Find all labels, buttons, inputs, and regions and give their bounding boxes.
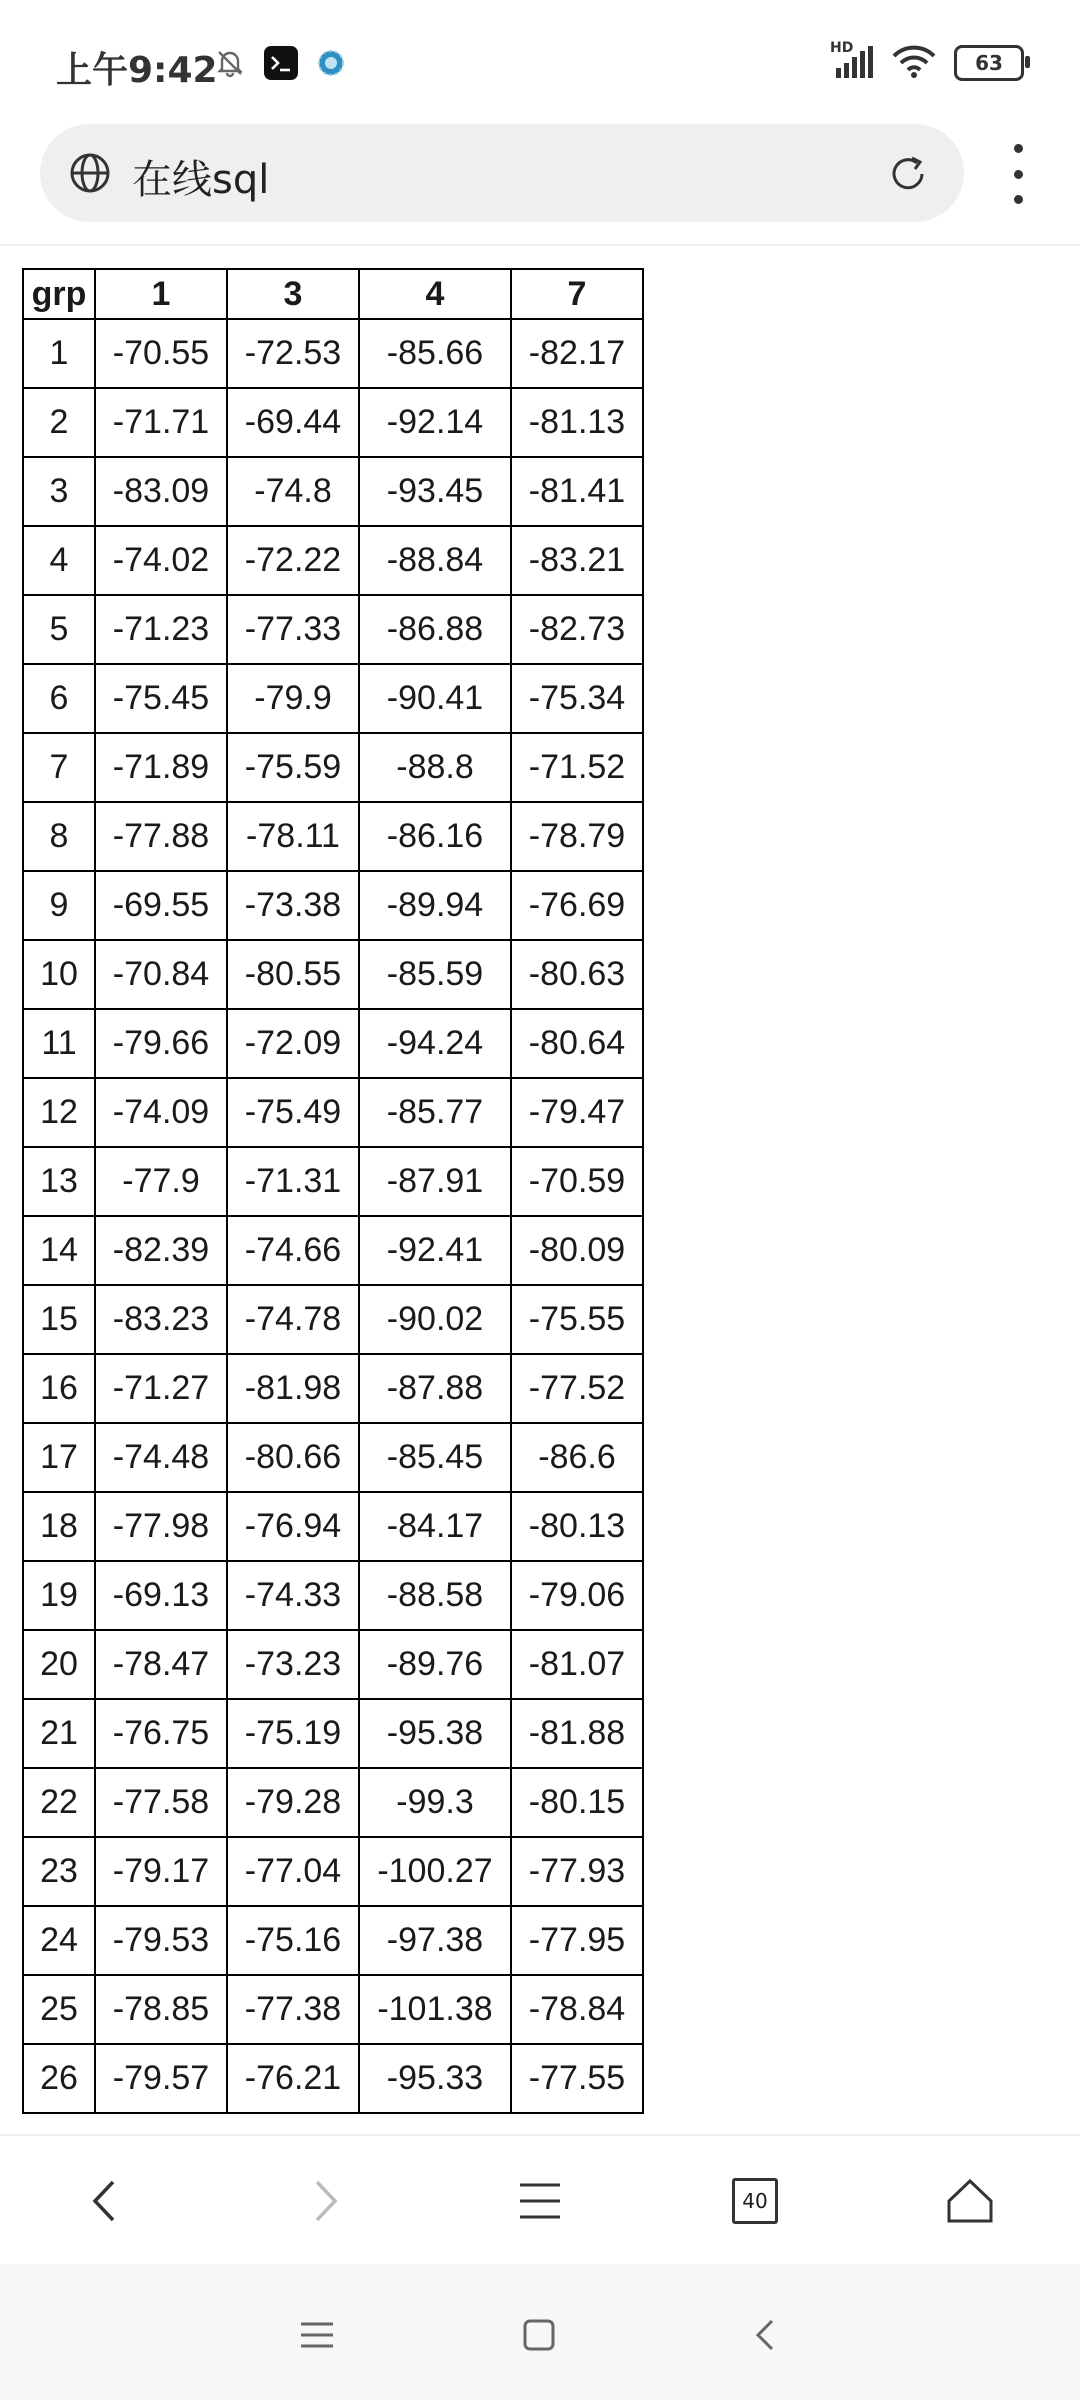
- address-text[interactable]: 在线sql: [132, 157, 270, 203]
- globe-app-icon: [316, 48, 346, 82]
- cell-col-7: -79.47: [511, 1078, 643, 1147]
- cell-grp: 17: [23, 1423, 95, 1492]
- cell-col-4: -89.76: [359, 1630, 511, 1699]
- table-row: [23, 1147, 643, 1216]
- table-row: [23, 940, 643, 1009]
- cell-col-1: -74.48: [95, 1423, 227, 1492]
- browser-toolbar: [0, 2134, 1080, 2266]
- cell-grp: 13: [23, 1147, 95, 1216]
- cell-col-1: -83.09: [95, 457, 227, 526]
- cell-col-3: -75.19: [227, 1699, 359, 1768]
- cell-col-1: -78.85: [95, 1975, 227, 2044]
- cell-col-4: -86.88: [359, 595, 511, 664]
- table-row: [23, 1699, 643, 1768]
- recents-icon[interactable]: [292, 2310, 342, 2360]
- cell-col-1: -77.9: [95, 1147, 227, 1216]
- cell-grp: 2: [23, 388, 95, 457]
- cell-col-1: -77.98: [95, 1492, 227, 1561]
- more-menu-icon[interactable]: [1000, 144, 1036, 204]
- cell-col-1: -74.02: [95, 526, 227, 595]
- cell-col-1: -71.89: [95, 733, 227, 802]
- cell-col-4: -89.94: [359, 871, 511, 940]
- cell-grp: 1: [23, 319, 95, 388]
- address-bar[interactable]: [40, 124, 964, 222]
- status-right-icons: [830, 40, 1024, 82]
- cell-grp: 10: [23, 940, 95, 1009]
- cell-col-7: -81.88: [511, 1699, 643, 1768]
- cell-col-4: -87.88: [359, 1354, 511, 1423]
- table-row: [23, 1423, 643, 1492]
- status-left-icons: [214, 46, 346, 84]
- table-row: [23, 1768, 643, 1837]
- cell-grp: 6: [23, 664, 95, 733]
- table-row: [23, 526, 643, 595]
- table-row: [23, 1078, 643, 1147]
- cell-col-4: -85.59: [359, 940, 511, 1009]
- cell-col-7: -81.13: [511, 388, 643, 457]
- cell-col-1: -79.66: [95, 1009, 227, 1078]
- cell-col-3: -75.49: [227, 1078, 359, 1147]
- table-header-row: [23, 269, 643, 319]
- cell-grp: 14: [23, 1216, 95, 1285]
- cell-grp: 5: [23, 595, 95, 664]
- cell-grp: 24: [23, 1906, 95, 1975]
- table-row: [23, 1975, 643, 2044]
- cell-col-4: -94.24: [359, 1009, 511, 1078]
- table-row: [23, 388, 643, 457]
- terminal-app-icon: [264, 46, 298, 84]
- cell-col-4: -84.17: [359, 1492, 511, 1561]
- cell-col-7: -76.69: [511, 871, 643, 940]
- cell-col-4: -87.91: [359, 1147, 511, 1216]
- reload-icon[interactable]: [886, 152, 930, 200]
- home-square-icon[interactable]: [514, 2310, 564, 2360]
- table-row: [23, 1492, 643, 1561]
- header-col-3: 3: [227, 269, 359, 319]
- cell-col-1: -69.55: [95, 871, 227, 940]
- cell-col-4: -86.16: [359, 802, 511, 871]
- cell-col-3: -73.23: [227, 1630, 359, 1699]
- cell-col-4: -88.58: [359, 1561, 511, 1630]
- table-row: [23, 871, 643, 940]
- cell-col-3: -76.94: [227, 1492, 359, 1561]
- cell-col-7: -75.34: [511, 664, 643, 733]
- cell-col-3: -79.9: [227, 664, 359, 733]
- cell-grp: 26: [23, 2044, 95, 2113]
- bell-off-icon: [214, 47, 246, 83]
- cell-col-1: -71.71: [95, 388, 227, 457]
- cell-col-3: -77.38: [227, 1975, 359, 2044]
- table-row: [23, 1630, 643, 1699]
- cell-col-3: -71.31: [227, 1147, 359, 1216]
- cell-col-4: -100.27: [359, 1837, 511, 1906]
- cell-col-1: -83.23: [95, 1285, 227, 1354]
- cell-col-7: -78.79: [511, 802, 643, 871]
- cell-col-7: -70.59: [511, 1147, 643, 1216]
- cell-col-7: -77.93: [511, 1837, 643, 1906]
- globe-icon: [68, 151, 112, 199]
- cell-col-3: -77.04: [227, 1837, 359, 1906]
- cell-col-4: -95.38: [359, 1699, 511, 1768]
- cell-col-4: -88.84: [359, 526, 511, 595]
- header-col-1: 1: [95, 269, 227, 319]
- cell-grp: 11: [23, 1009, 95, 1078]
- cell-col-7: -81.41: [511, 457, 643, 526]
- cell-grp: 4: [23, 526, 95, 595]
- table-row: [23, 595, 643, 664]
- status-time: 上午9:42: [56, 50, 218, 91]
- cell-col-1: -79.17: [95, 1837, 227, 1906]
- table-row: [23, 457, 643, 526]
- back-icon[interactable]: [70, 2166, 140, 2236]
- forward-icon[interactable]: [290, 2166, 360, 2236]
- cell-col-4: -85.45: [359, 1423, 511, 1492]
- cell-col-4: -88.8: [359, 733, 511, 802]
- table-row: [23, 2044, 643, 2113]
- cell-col-1: -75.45: [95, 664, 227, 733]
- menu-icon[interactable]: [505, 2166, 575, 2236]
- cell-col-1: -70.84: [95, 940, 227, 1009]
- cell-col-3: -75.16: [227, 1906, 359, 1975]
- table-row: [23, 1216, 643, 1285]
- cell-col-3: -75.59: [227, 733, 359, 802]
- cell-grp: 15: [23, 1285, 95, 1354]
- network-label: HD: [830, 40, 854, 56]
- cell-grp: 3: [23, 457, 95, 526]
- cell-col-7: -80.64: [511, 1009, 643, 1078]
- cell-col-7: -75.55: [511, 1285, 643, 1354]
- cell-grp: 8: [23, 802, 95, 871]
- cell-col-3: -79.28: [227, 1768, 359, 1837]
- table-body: [23, 319, 643, 2113]
- cell-col-1: -77.58: [95, 1768, 227, 1837]
- header-col-4: 4: [359, 269, 511, 319]
- cell-col-1: -77.88: [95, 802, 227, 871]
- cell-col-7: -82.17: [511, 319, 643, 388]
- battery-level: 63: [975, 51, 1003, 75]
- cell-col-7: -77.55: [511, 2044, 643, 2113]
- cellular-signal-icon: [830, 40, 874, 80]
- cell-col-3: -77.33: [227, 595, 359, 664]
- home-icon[interactable]: [935, 2166, 1005, 2236]
- cell-col-1: -78.47: [95, 1630, 227, 1699]
- cell-col-1: -82.39: [95, 1216, 227, 1285]
- cell-grp: 12: [23, 1078, 95, 1147]
- cell-grp: 20: [23, 1630, 95, 1699]
- cell-col-3: -78.11: [227, 802, 359, 871]
- wifi-icon: [892, 44, 936, 82]
- cell-col-7: -77.52: [511, 1354, 643, 1423]
- cell-col-4: -99.3: [359, 1768, 511, 1837]
- cell-col-7: -80.63: [511, 940, 643, 1009]
- cell-col-4: -93.45: [359, 457, 511, 526]
- cell-col-3: -76.21: [227, 2044, 359, 2113]
- header-grp: grp: [23, 269, 95, 319]
- cell-col-4: -92.14: [359, 388, 511, 457]
- cell-col-7: -78.84: [511, 1975, 643, 2044]
- cell-col-3: -72.09: [227, 1009, 359, 1078]
- cell-col-4: -95.33: [359, 2044, 511, 2113]
- cell-col-7: -77.95: [511, 1906, 643, 1975]
- cell-grp: 21: [23, 1699, 95, 1768]
- cell-col-3: -69.44: [227, 388, 359, 457]
- result-table: [22, 268, 644, 2114]
- cell-col-1: -76.75: [95, 1699, 227, 1768]
- table-row: [23, 1354, 643, 1423]
- cell-col-7: -79.06: [511, 1561, 643, 1630]
- cell-col-7: -82.73: [511, 595, 643, 664]
- table-row: [23, 1906, 643, 1975]
- cell-grp: 7: [23, 733, 95, 802]
- cell-grp: 18: [23, 1492, 95, 1561]
- back-triangle-icon[interactable]: [740, 2310, 790, 2360]
- tabs-icon[interactable]: [720, 2166, 790, 2236]
- cell-col-3: -72.22: [227, 526, 359, 595]
- cell-grp: 16: [23, 1354, 95, 1423]
- cell-grp: 23: [23, 1837, 95, 1906]
- cell-col-4: -90.41: [359, 664, 511, 733]
- cell-col-4: -97.38: [359, 1906, 511, 1975]
- cell-col-1: -71.23: [95, 595, 227, 664]
- table-row: [23, 1561, 643, 1630]
- cell-col-1: -79.57: [95, 2044, 227, 2113]
- cell-col-4: -90.02: [359, 1285, 511, 1354]
- cell-col-3: -73.38: [227, 871, 359, 940]
- cell-col-4: -85.77: [359, 1078, 511, 1147]
- table-row: [23, 1837, 643, 1906]
- cell-grp: 9: [23, 871, 95, 940]
- cell-col-7: -80.09: [511, 1216, 643, 1285]
- cell-grp: 22: [23, 1768, 95, 1837]
- table-row: [23, 733, 643, 802]
- cell-col-1: -71.27: [95, 1354, 227, 1423]
- cell-col-7: -83.21: [511, 526, 643, 595]
- cell-col-3: -74.78: [227, 1285, 359, 1354]
- cell-grp: 19: [23, 1561, 95, 1630]
- battery-indicator: [954, 45, 1024, 81]
- cell-col-4: -85.66: [359, 319, 511, 388]
- cell-col-7: -71.52: [511, 733, 643, 802]
- cell-col-7: -80.13: [511, 1492, 643, 1561]
- cell-col-4: -92.41: [359, 1216, 511, 1285]
- cell-col-7: -81.07: [511, 1630, 643, 1699]
- cell-col-3: -80.55: [227, 940, 359, 1009]
- cell-col-3: -74.8: [227, 457, 359, 526]
- status-bar: [0, 0, 1080, 120]
- cell-col-3: -81.98: [227, 1354, 359, 1423]
- cell-col-7: -86.6: [511, 1423, 643, 1492]
- cell-col-3: -80.66: [227, 1423, 359, 1492]
- table-row: [23, 802, 643, 871]
- table-row: [23, 319, 643, 388]
- cell-col-3: -74.33: [227, 1561, 359, 1630]
- cell-col-1: -69.13: [95, 1561, 227, 1630]
- cell-col-3: -74.66: [227, 1216, 359, 1285]
- header-col-7: 7: [511, 269, 643, 319]
- cell-col-4: -101.38: [359, 1975, 511, 2044]
- table-row: [23, 1009, 643, 1078]
- page-content: [0, 246, 1080, 2134]
- table-row: [23, 1285, 643, 1354]
- cell-col-1: -74.09: [95, 1078, 227, 1147]
- cell-grp: 25: [23, 1975, 95, 2044]
- tab-count: 40: [732, 2178, 778, 2224]
- cell-col-1: -70.55: [95, 319, 227, 388]
- cell-col-7: -80.15: [511, 1768, 643, 1837]
- table-row: [23, 664, 643, 733]
- cell-col-3: -72.53: [227, 319, 359, 388]
- system-nav-bar: [0, 2264, 1080, 2400]
- cell-col-1: -79.53: [95, 1906, 227, 1975]
